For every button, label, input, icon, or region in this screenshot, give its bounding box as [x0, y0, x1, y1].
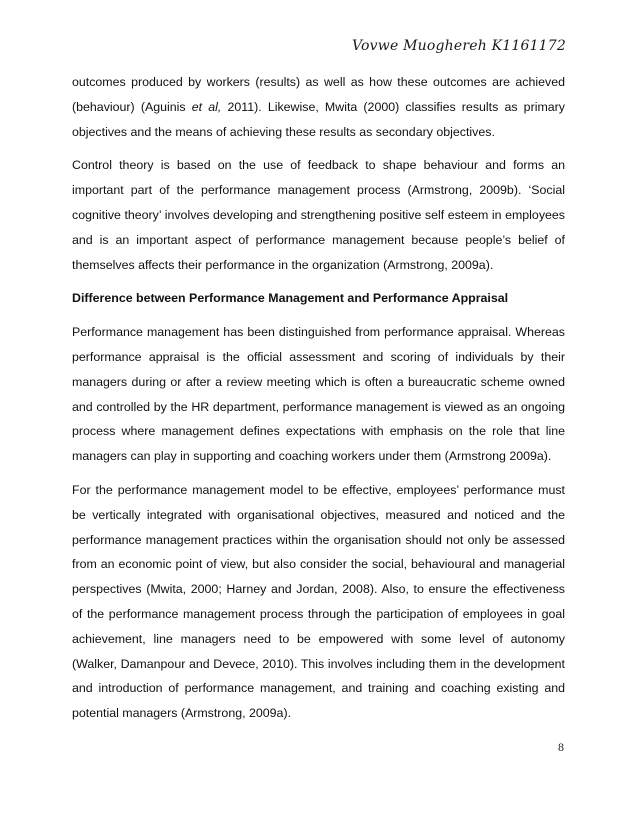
paragraph-distinction: Performance management has been distinguished from performance appraisal. Whereas performance appraisal is the official assessment and scoring of individuals by their managers during or after a review meeting which is often a bureaucratic scheme owned and controlled by the HR department, performance management is viewed as an ongoing process where management defines expectations with emphasis on the role that line managers can play in supporting and coaching workers under them (Armstrong 2009a).	[72, 325, 565, 464]
paragraph-outcomes-part1: outcomes produced by workers (results) as well as how these outcomes are achieved (behaviour) (Aguinis	[72, 75, 565, 114]
citation-italic-et-al: et al,	[191, 99, 222, 114]
running-header-author: Vovwe Muoghereh K1161172	[352, 38, 566, 54]
paragraph-control-theory: Control theory is based on the use of feedback to shape behaviour and forms an important part of the performance management process (Armstrong, 2009b). ‘Social cognitive theory’ involves developing and strengthening positive self esteem in employees and is an important aspect of performance management because people’s belief of themselves affects their performance in the organization (Armstrong, 2009a).	[72, 158, 565, 272]
page-number: 8	[558, 740, 564, 754]
section-heading: Difference between Performance Management and Performance Appraisal	[72, 291, 509, 306]
paragraph-outcomes	[72, 70, 565, 144]
body-text	[72, 70, 565, 735]
paragraph-effectiveness: For the performance management model to be effective, employees’ performance must be vertically integrated with organisational objectives, measured and noticed and the performance management practices within the organisation should not only be assessed from an economic point of view, but also consider the social, behavioural and managerial perspectives (Mwita, 2000; Harney and Jordan, 2008). Also, to ensure the effectiveness of the performance management process through the participation of employees in goal achievement, line managers need to be empowered with some level of autonomy (Walker, Damanpour and Devece, 2010). This involves including them in the development and introduction of performance management, and training and coaching existing and potential managers (Armstrong, 2009a).	[72, 482, 565, 721]
paragraph-outcomes-part2: 2011). Likewise, Mwita (2000) classifies results as primary objectives and the means of achieving these results as secondary objectives.	[72, 99, 565, 139]
